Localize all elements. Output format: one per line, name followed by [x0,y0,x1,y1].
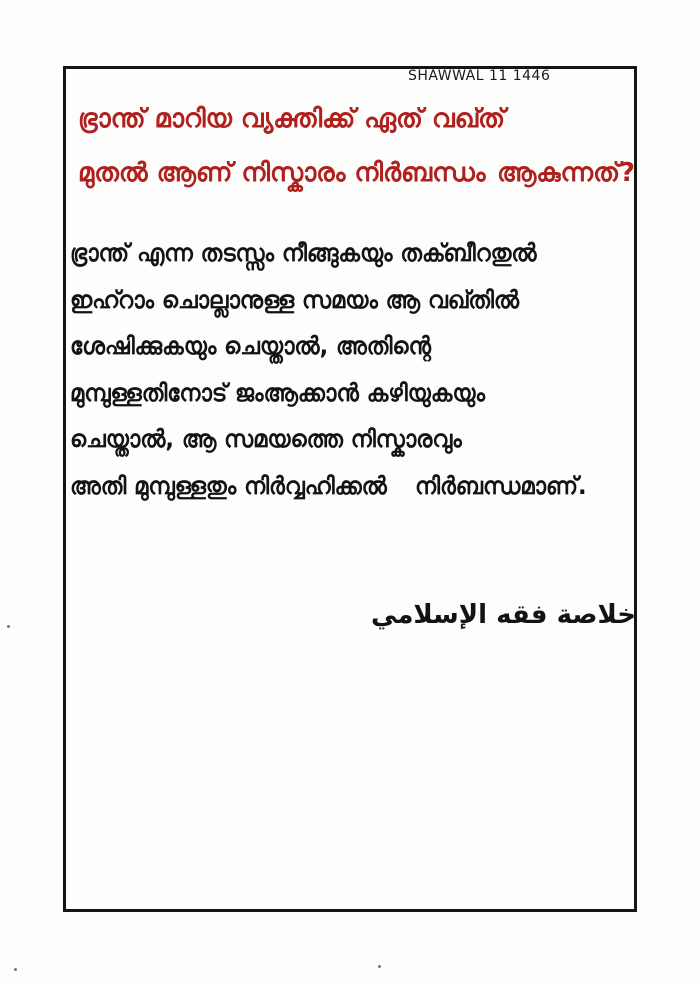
answer-text [70,230,660,509]
answer-line: അതി മുമ്പുള്ളതും നിർവ്വഹിക്കൽ [70,471,387,500]
question-line: ഭ്രാന്ത് മാറിയ വ്യക്തിക്ക് ഏത് വഖ്ത് [78,104,506,134]
answer-line: ഭ്രാന്ത് എന്ന തടസ്സം നീങ്ങുകയും തക്ബീറതുൽ [70,239,537,267]
paper-speck [378,965,381,968]
source-reference: خلاصة فقه الإسلامي [371,600,636,630]
answer-line: ഇഹ്റാം ചൊല്ലാനുള്ള സമയം ആ വഖ്തിൽ [70,285,520,314]
question-text [78,92,638,200]
answer-line: ചെയ്താൽ, ആ സമയത്തെ നിസ്കാരവും [70,425,462,453]
paper-speck [14,968,17,971]
question-line: മുതൽ ആണ് നിസ്കാരം നിർബന്ധം [78,158,486,188]
answer-line: ശേഷിക്കുകയും ചെയ്താൽ, അതിന്റെ [70,332,431,360]
date-heading: SHAWWAL 11 1446 [408,68,551,84]
answer-line: മുമ്പുള്ളതിനോട് ജംആക്കാൻ കഴിയുകയും [70,378,485,407]
answer-line: നിർബന്ധമാണ്. [414,471,587,500]
paper-speck [7,625,10,628]
question-line: ആകുന്നത്? [497,158,636,188]
